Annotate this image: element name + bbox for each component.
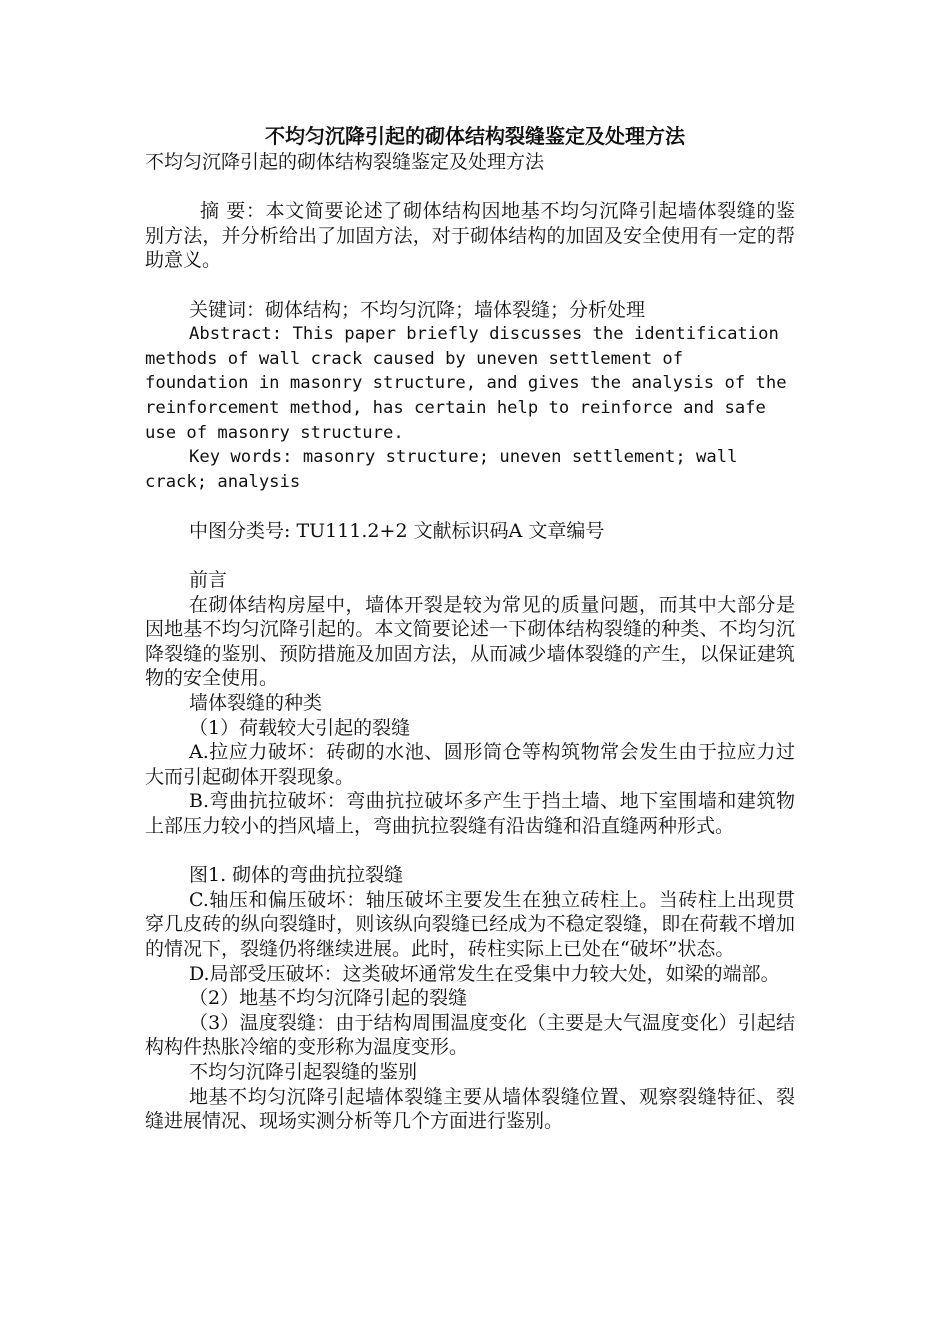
document-subtitle: 不均匀沉降引起的砌体结构裂缝鉴定及处理方法	[145, 151, 545, 173]
document-title: 不均匀沉降引起的砌体结构裂缝鉴定及处理方法	[265, 124, 685, 148]
classification-line: 中图分类号: TU111.2+2 文献标识码A 文章编号	[189, 519, 605, 542]
section-heading-identification: 不均匀沉降引起裂缝的鉴别	[189, 1060, 418, 1083]
preface-text: 在砌体结构房屋中，墙体开裂是较为常见的质量问题，而其中大部分是因地基不均匀沉降引起的。本文简要论述一下砌体结构裂缝的种类、不均匀沉降裂缝的鉴别、预防措施及加固方法，从而减少墙体裂缝的产生，以保证建筑物的安全使用。	[145, 593, 795, 690]
section2-text: 地基不均匀沉降引起墙体裂缝主要从墙体裂缝位置、观察裂缝特征、裂缝进展情况、现场实测分析等几个方面进行鉴别。	[145, 1085, 795, 1133]
abstract-en: Abstract: This paper briefly discusses the identification methods of wall crack caused by uneven settlement of foundation in masonry structure, and gives the analysis of the reinforcement method, has certain help to reinforce and safe use of masonry structure.	[145, 324, 787, 443]
section-heading-crack-types: 墙体裂缝的种类	[189, 692, 323, 715]
figure-1-caption: 图1. 砌体的弯曲抗拉裂缝	[189, 864, 404, 887]
item-d-text: D.局部受压破坏：这类破坏通常发生在受集中力较大处，如梁的端部。	[189, 962, 780, 985]
item-b-text: B.弯曲抗拉破坏：弯曲抗拉破坏多产生于挡土墙、地下室围墙和建筑物上部压力较小的挡风墙上，弯曲抗拉裂缝有沿齿缝和沿直缝两种形式。	[145, 790, 795, 838]
document-body	[145, 150, 795, 1134]
item3-text: （3）温度裂缝：由于结构周围温度变化（主要是大气温度变化）引起结构构件热胀冷缩的变形称为温度变形。	[145, 1011, 795, 1059]
keywords-cn: 关键词：砌体结构；不均匀沉降；墙体裂缝；分析处理	[189, 298, 646, 321]
item-a-text: A.拉应力破坏：砖砌的水池、圆形筒仓等构筑物常会发生由于拉应力过大而引起砌体开裂现象。	[145, 741, 795, 788]
item1-heading: （1）荷载较大引起的裂缝	[189, 716, 411, 739]
preface-heading: 前言	[189, 569, 228, 592]
keywords-en: Key words: masonry structure; uneven settlement; wall crack; analysis	[145, 447, 738, 492]
item2-heading: （2）地基不均匀沉降引起的裂缝	[189, 987, 468, 1010]
item-c-text: C.轴压和偏压破坏：轴压破坏主要发生在独立砖柱上。当砖柱上出现贯穿几皮砖的纵向裂缝时，则该纵向裂缝已经成为不稳定裂缝，即在荷载不增加的情况下，裂缝仍将继续进展。此时，砖柱实际上已处在“破坏”状态。	[145, 888, 795, 960]
abstract-cn: 摘 要：本文简要论述了砌体结构因地基不均匀沉降引起墙体裂缝的鉴别方法，并分析给出了加固方法，对于砌体结构的加固及安全使用有一定的帮助意义。	[145, 200, 795, 272]
